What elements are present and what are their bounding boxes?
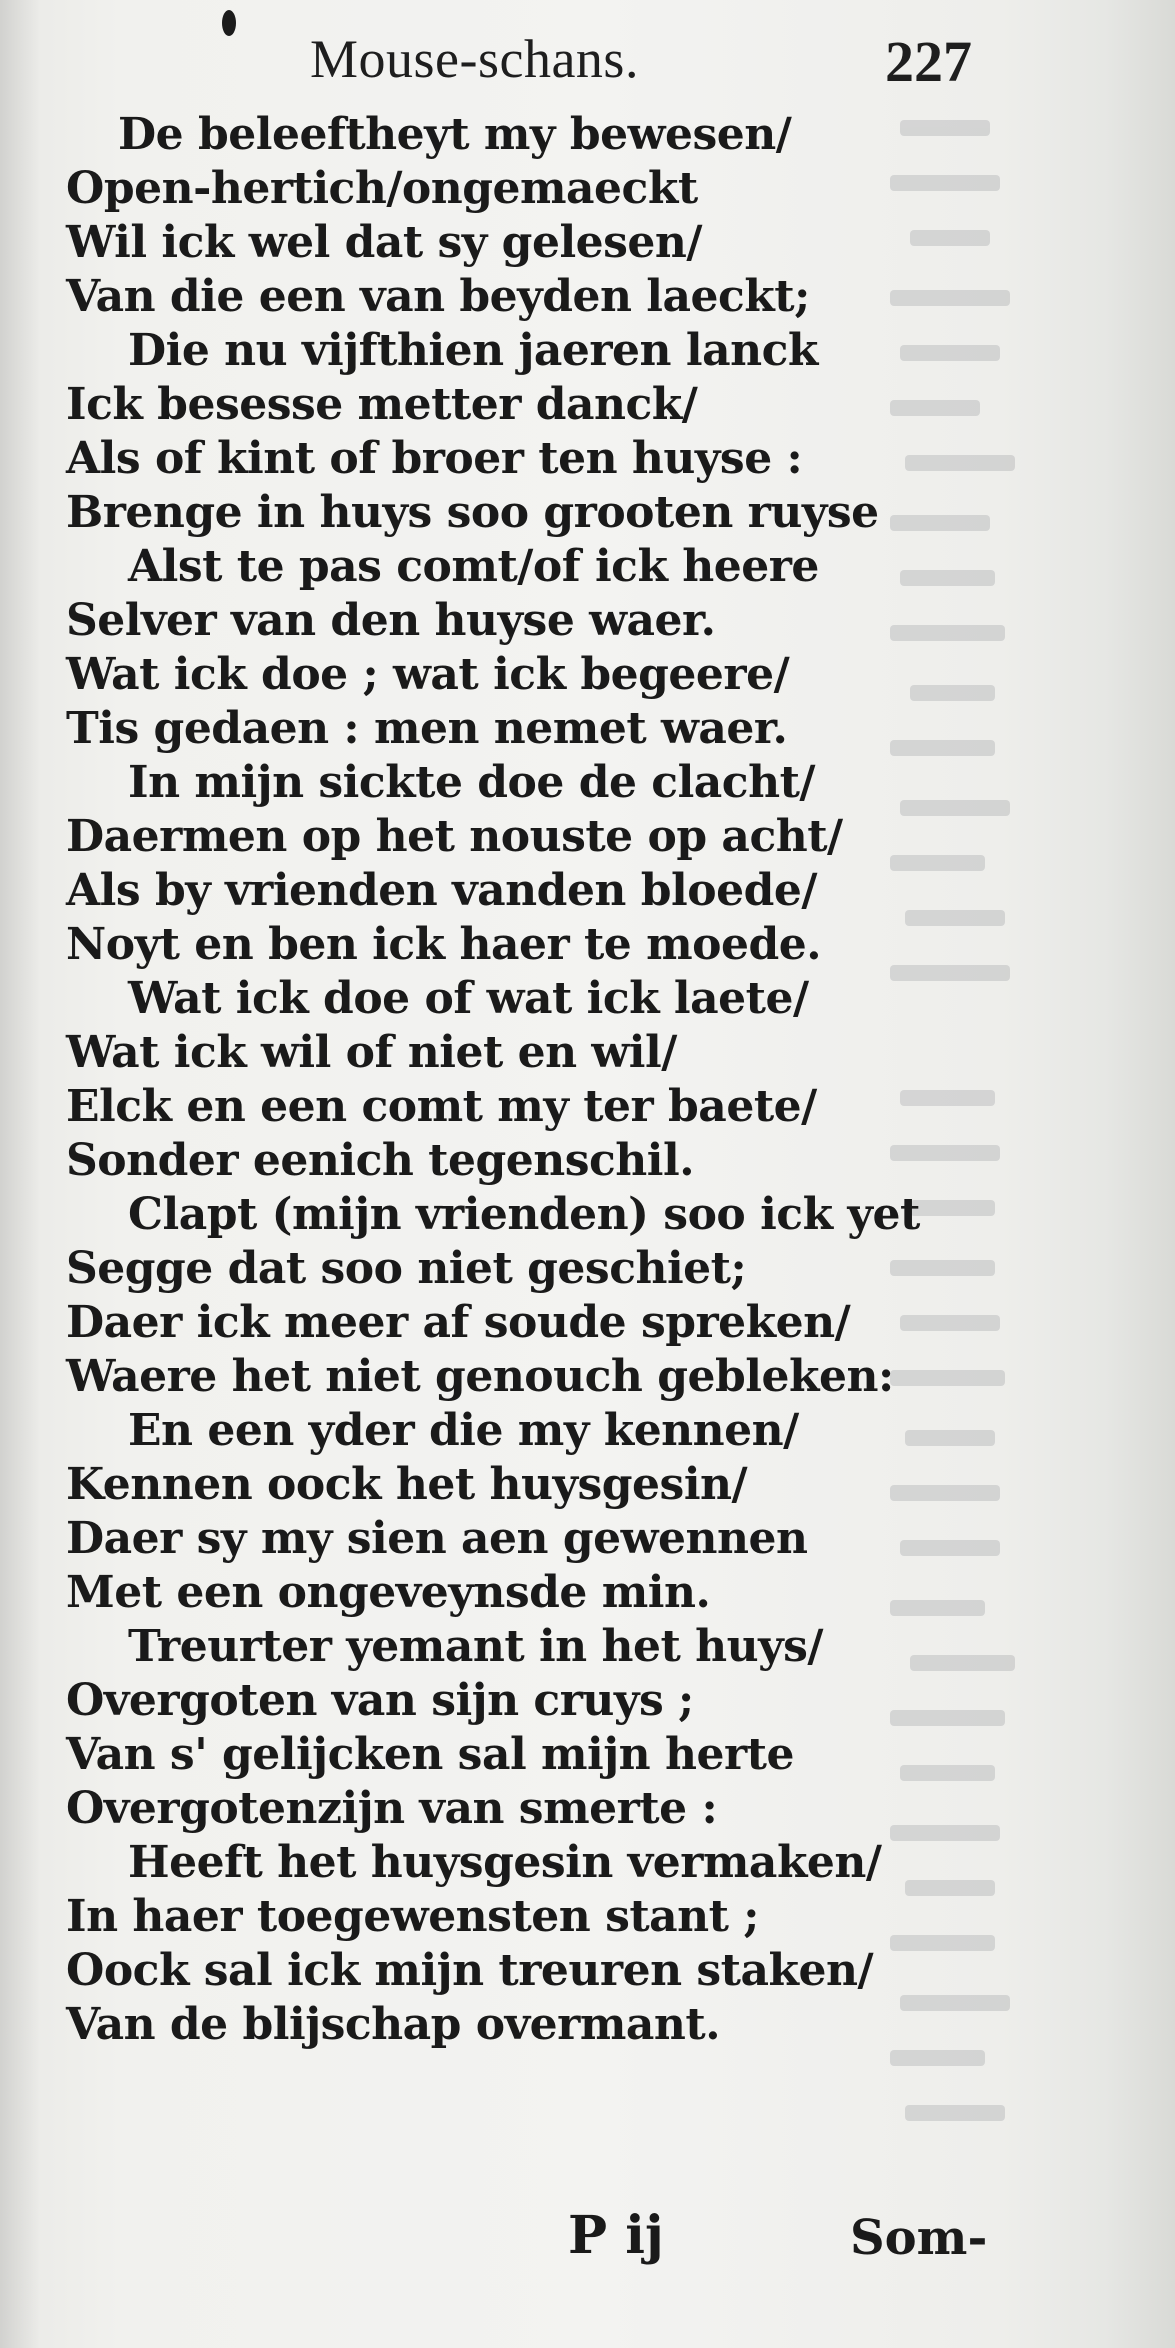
verse-line: Van de blijschap overmant. xyxy=(66,1999,721,2050)
verse-line: Daermen op het nouste op acht/ xyxy=(66,811,843,862)
verse-line: De beleeftheyt my bewesen/ xyxy=(118,109,792,160)
running-head: Mouse-schans. xyxy=(310,29,639,89)
catchword: Som- xyxy=(850,2210,988,2266)
verse-line: Daer ick meer af soude spreken/ xyxy=(66,1297,851,1348)
verse-line: En een yder die my kennen/ xyxy=(128,1405,799,1456)
page-margin-shade xyxy=(1000,0,1175,2348)
verse-line: Elck en een comt my ter baete/ xyxy=(66,1081,817,1132)
verse-line: Van s' gelijcken sal mijn herte xyxy=(66,1729,794,1780)
verse-line: Wil ick wel dat sy gelesen/ xyxy=(66,217,702,268)
page-number: 227 xyxy=(885,29,972,94)
verse-line: Brenge in huys soo grooten ruyse xyxy=(66,487,879,538)
signature-mark: P ij xyxy=(568,2205,664,2266)
verse-line: Open-hertich/ongemaeckt xyxy=(66,163,698,214)
verse-line: Oock sal ick mijn treuren staken/ xyxy=(66,1945,874,1996)
verse-line: Met een ongeveynsde min. xyxy=(66,1567,711,1618)
verse-line: Die nu vijfthien jaeren lanck xyxy=(128,325,818,376)
verse-line: Tis gedaen : men nemet waer. xyxy=(66,703,788,754)
verse-line: Ick besesse metter danck/ xyxy=(66,379,698,430)
verse-line: Overgoten van sijn cruys ; xyxy=(66,1675,694,1726)
verse-line: Overgotenzijn van smerte : xyxy=(66,1783,718,1834)
verse-line: In mijn sickte doe de clacht/ xyxy=(128,757,815,808)
verse-line: Heeft het huysgesin vermaken/ xyxy=(128,1837,882,1888)
verse-line: Sonder eenich tegenschil. xyxy=(66,1135,695,1186)
gutter-shadow xyxy=(0,0,40,2348)
verse-line: Noyt en ben ick haer te moede. xyxy=(66,919,822,970)
verse-line: Alst te pas comt/of ick heere xyxy=(128,541,819,592)
verse-line: Als of kint of broer ten huyse : xyxy=(66,433,803,484)
verse-line: Treurter yemant in het huys/ xyxy=(128,1621,824,1672)
verse-line: Clapt (mijn vrienden) soo ick yet xyxy=(128,1189,920,1240)
verse-line: Wat ick doe ; wat ick begeere/ xyxy=(66,649,790,700)
verse-line: Selver van den huyse waer. xyxy=(66,595,716,646)
verse-line: Wat ick doe of wat ick laete/ xyxy=(128,973,809,1024)
binding-hole xyxy=(222,10,236,36)
verse-line: Kennen oock het huysgesin/ xyxy=(66,1459,748,1510)
verse-line: Daer sy my sien aen gewennen xyxy=(66,1513,808,1564)
verse-line: Wat ick wil of niet en wil/ xyxy=(66,1027,677,1078)
verse-line: Segge dat soo niet geschiet; xyxy=(66,1243,747,1294)
verse-line: Als by vrienden vanden bloede/ xyxy=(66,865,817,916)
verse-line: Waere het niet genouch gebleken: xyxy=(66,1351,894,1402)
verse-line: In haer toegewensten stant ; xyxy=(66,1891,760,1942)
verse-line: Van die een van beyden laeckt; xyxy=(66,271,810,322)
